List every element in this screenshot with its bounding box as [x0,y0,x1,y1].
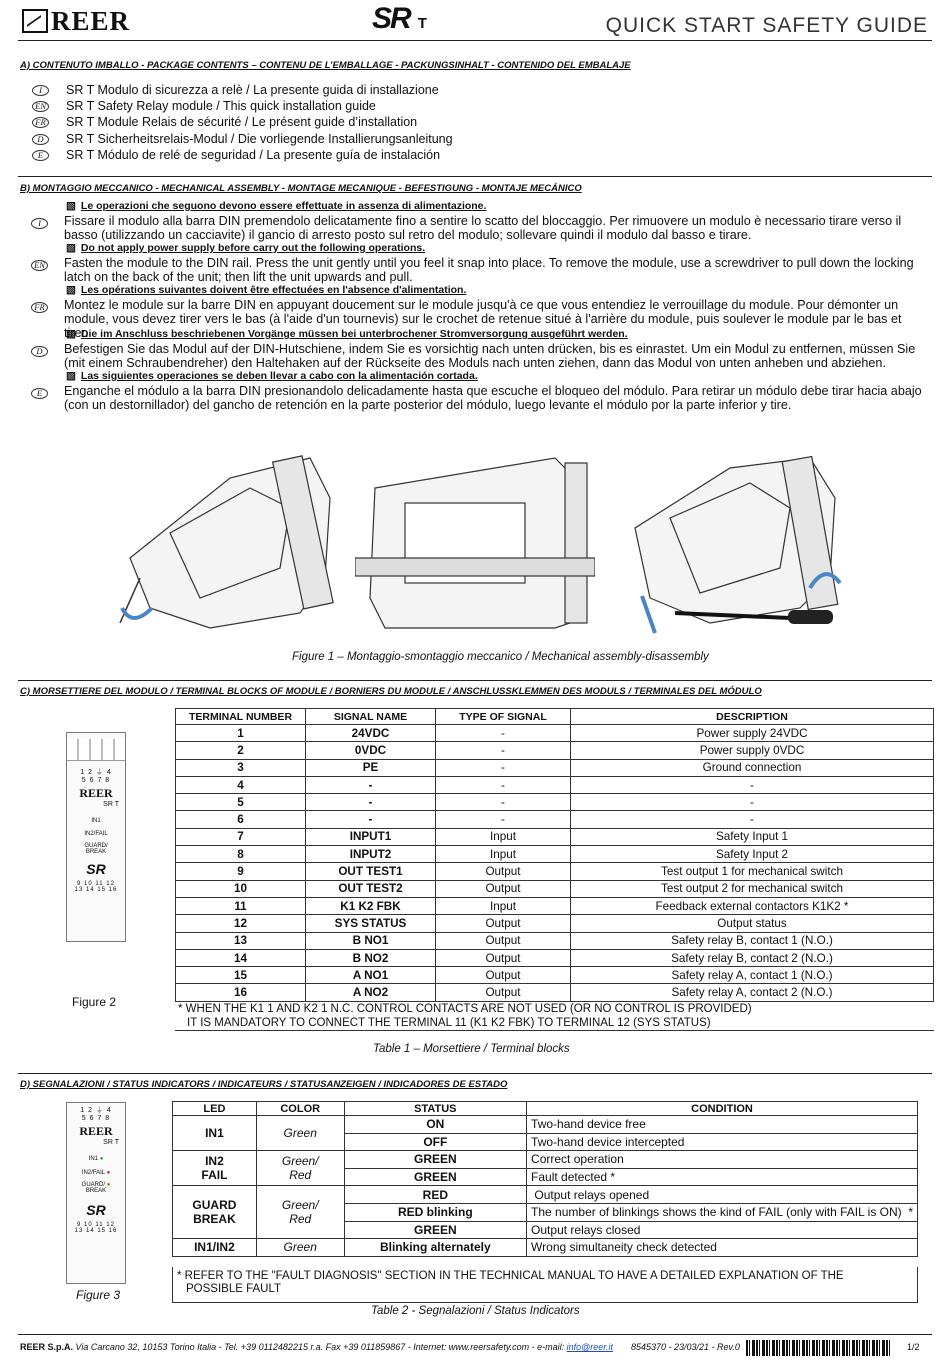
status-cell: OFF [344,1133,526,1151]
warning-note: ▧ Die im Anschluss beschriebenen Vorgänge müssen bei unterbrochener Stromversorgung ausgeführt werden. [66,328,628,340]
signal-type-cell: - [436,742,571,759]
signal-name-cell: OUT TEST1 [306,863,436,880]
description-cell: Output status [571,915,934,932]
table-row [176,811,934,828]
condition-cell: Output relays opened [527,1186,918,1204]
signal-type-cell: - [436,811,571,828]
description-cell: Power supply 0VDC [571,742,934,759]
signal-type-cell: Output [436,967,571,984]
description-cell: - [571,776,934,793]
description-cell: Safety relay B, contact 1 (N.O.) [571,932,934,949]
section-divider [18,176,932,177]
barcode [746,1340,892,1356]
figure1-mounted-illustration [355,448,595,638]
terminal-number-cell: 15 [176,967,306,984]
terminal-numbers-top-2: 5 6 7 8 [81,1115,111,1122]
table-row [176,967,934,984]
description-cell: Test output 1 for mechanical switch [571,863,934,880]
footer-text: REER S.p.A. Via Carcano 32, 10153 Torino Italia - Tel. +39 0112482215 r.a. Fax +39 011859867 - Internet: www.reersafety.com - e-mail: info@reer.it 8545370 - 23/03/21 - Rev.0 [20,1342,740,1352]
figure2-label: Figure 2 [72,995,117,1009]
module-sr-logo: SR [86,861,106,877]
description-cell: Safety relay B, contact 2 (N.O.) [571,949,934,966]
module-brand: REER [79,786,113,800]
page-title: QUICK START SAFETY GUIDE [605,14,928,37]
reer-logo: REER [22,6,130,37]
figure1-dismount-illustration [620,438,850,638]
section-divider [18,1073,932,1074]
language-flag-icon: I [32,85,49,96]
col-status: STATUS [344,1102,526,1116]
terminal-number-cell: 7 [176,828,306,845]
language-flag-icon: EN [31,260,48,271]
signal-type-cell: Output [436,880,571,897]
terminal-numbers-top-2: 5 6 7 8 [81,777,111,784]
signal-name-cell: B NO1 [306,932,436,949]
section-d-title: D) SEGNALAZIONI / STATUS INDICATORS / INDICATEURS / STATUSANZEIGEN / INDICADORES DE ESTADO [20,1079,508,1090]
terminal-note-2: IT IS MANDATORY TO CONNECT THE TERMINAL 11 (K1 K2 FBK) TO TERMINAL 12 (SYS STATUS) [187,1017,711,1029]
terminal-number-cell: 13 [176,932,306,949]
signal-name-cell: INPUT1 [306,828,436,845]
table-row [176,776,934,793]
status-cell: GREEN [344,1221,526,1239]
table-row [176,828,934,845]
terminal-numbers-bottom: 9 10 11 12 [77,1222,115,1228]
language-flag-icon: E [31,388,48,399]
col-signal-name: SIGNAL NAME [306,709,436,725]
language-flag-icon: FR [31,302,48,313]
module-sr-logo: SR [86,1202,106,1218]
language-flag-icon: D [31,346,48,357]
terminal-number-cell: 4 [176,776,306,793]
table-row [176,880,934,897]
terminal-number-cell: 1 [176,725,306,742]
signal-name-cell: A NO2 [306,984,436,1001]
terminal-number-cell: 14 [176,949,306,966]
status-table-header [173,1102,918,1116]
signal-name-cell: PE [306,759,436,776]
module-model: SR T [103,1139,119,1146]
terminal-number-cell: 10 [176,880,306,897]
terminal-numbers-bottom-2: 13 14 15 16 [74,887,118,893]
terminal-numbers-bottom-2: 13 14 15 16 [74,1228,118,1234]
signal-name-cell: OUT TEST2 [306,880,436,897]
condition-cell: Output relays closed [527,1221,918,1239]
language-flag-icon: FR [32,117,49,128]
module-model: SR T [103,801,119,808]
package-item-text: SR T Safety Relay module / This quick installation guide [66,99,376,114]
condition-cell: Two-hand device free [527,1116,918,1134]
col-terminal-number: TERMINAL NUMBER [176,709,306,725]
terminal-number-cell: 16 [176,984,306,1001]
table1-caption: Table 1 – Morsettiere / Terminal blocks [373,1043,570,1055]
table-row [176,897,934,914]
table2-caption: Table 2 - Segnalazioni / Status Indicators [371,1305,580,1317]
led-break-label: BREAK [85,1188,107,1194]
assembly-paragraph: Befestigen Sie das Modul auf der DIN-Hutschiene, indem Sie es vorsichtig nach unten drücken, bis es einrastet. Um ein Modul zu entfernen, müssen Sie (mit einem Schraubendreher) den Haltehaken auf der Rückseite des Moduls nach unten ziehen, dann das Modul von unten anheben und abziehen. [64,342,916,370]
led-break-label: BREAK [85,849,107,855]
assembly-paragraph: Fasten the module to the DIN rail. Press the unit gently until you feel it snap into place. To remove the module, use a screwdriver to pull down the locking latch on the back of the unit; then lift the unit upwards and pull. [64,256,914,284]
reer-logo-icon [22,9,48,33]
table-row [176,915,934,932]
header-divider [18,40,932,41]
signal-name-cell: SYS STATUS [306,915,436,932]
col-condition: CONDITION [527,1102,918,1116]
table-row [176,846,934,863]
warning-note: ▧ Las siguientes operaciones se deben llevar a cabo con la alimentación cortada. [66,370,478,382]
col-description: DESCRIPTION [571,709,934,725]
terminal-number-cell: 6 [176,811,306,828]
led-cell: IN1 [173,1116,257,1151]
signal-type-cell: - [436,725,571,742]
product-logo: SR T [372,2,427,35]
status-note-1: * REFER TO THE "FAULT DIAGNOSIS" SECTION IN THE TECHNICAL MANUAL TO HAVE A DETAILED EXPLANATION OF THE [177,1270,844,1282]
footer-divider [18,1334,932,1335]
signal-type-cell: Output [436,984,571,1001]
footer-email-link[interactable]: info@reer.it [566,1342,613,1352]
led-red-icon: ● [106,1170,111,1176]
signal-name-cell: K1 K2 FBK [306,897,436,914]
terminal-number-cell: 9 [176,863,306,880]
color-cell: Green/ Red [256,1151,344,1186]
status-cell: RED [344,1186,526,1204]
signal-name-cell: - [306,776,436,793]
terminal-table [175,708,934,1002]
status-cell: GREEN [344,1168,526,1186]
signal-type-cell: - [436,759,571,776]
section-divider [18,680,932,681]
description-cell: - [571,794,934,811]
language-flag-icon: I [31,218,48,229]
terminal-number-cell: 3 [176,759,306,776]
table-row [176,863,934,880]
assembly-paragraph: Montez le module sur la barre DIN en appuyant doucement sur le module jusqu'à ce que vous entendiez le verrouillage du module. Pour démonter un module, vous devez tirer vers le bas (à l'aide d'un tournevis) sur le crochet de retenue situé à l'arrière du module, puis soulever le module par le bas et tirer. [64,298,902,340]
language-flag-icon: D [32,134,49,145]
table-row [176,742,934,759]
status-cell: GREEN [344,1151,526,1169]
description-cell: Safety relay A, contact 1 (N.O.) [571,967,934,984]
color-cell: Green/ Red [256,1186,344,1239]
module-front-figure2 [66,732,126,942]
signal-name-cell: 24VDC [306,725,436,742]
description-cell: Feedback external contactors K1K2 * [571,897,934,914]
terminal-number-cell: 5 [176,794,306,811]
terminal-number-cell: 12 [176,915,306,932]
status-cell: Blinking alternately [344,1239,526,1257]
terminal-block-top [67,739,125,761]
status-cell: RED blinking [344,1203,526,1221]
condition-cell: Wrong simultaneity check detected [527,1239,918,1257]
warning-note: ▧ Les opérations suivantes doivent être effectuées en l'absence d'alimentation. [66,284,466,296]
signal-type-cell: Output [436,932,571,949]
figure3-label: Figure 3 [76,1288,121,1302]
condition-cell: Correct operation [527,1151,918,1169]
terminal-numbers-top: 1 2 ⏚ 4 [80,1107,112,1114]
package-item-text: SR T Module Relais de sécurité / Le présent guide d’installation [66,115,418,130]
section-c-title: C) MORSETTIERE DEL MODULO / TERMINAL BLOCKS OF MODULE / BORNIERS DU MODULE / ANSCHLUSSKLEMMEN DES MODULS / TERMINALES DEL MÓDULO [20,686,762,697]
condition-cell: Two-hand device intercepted [527,1133,918,1151]
color-cell: Green [256,1116,344,1151]
section-a-title: A) CONTENUTO IMBALLO - PACKAGE CONTENTS – CONTENU DE L’EMBALLAGE - PACKUNGSINHALT - CONTENIDO DEL EMBALAJE [20,60,631,71]
signal-type-cell: Output [436,863,571,880]
description-cell: Test output 2 for mechanical switch [571,880,934,897]
table-row [176,949,934,966]
status-note-box [172,1267,918,1303]
status-table [172,1101,918,1257]
section-b-title: B) MONTAGGIO MECCANICO - MECHANICAL ASSEMBLY - MONTAGE MECANIQUE - BEFESTIGUNG - MONTAJE MECÁNICO [20,183,582,194]
table-row [173,1186,918,1204]
col-led: LED [173,1102,257,1116]
signal-type-cell: - [436,794,571,811]
table-row [176,932,934,949]
terminal-numbers-top: 1 2 ⏚ 4 [80,769,112,776]
signal-type-cell: Output [436,949,571,966]
led-cell: GUARD BREAK [173,1186,257,1239]
table-row [173,1239,918,1257]
module-brand: REER [79,1124,113,1138]
table-row [173,1116,918,1134]
description-cell: Safety Input 1 [571,828,934,845]
terminal-number-cell: 8 [176,846,306,863]
signal-name-cell: INPUT2 [306,846,436,863]
figure1-caption: Figure 1 – Montaggio-smontaggio meccanico / Mechanical assembly-disassembly [292,651,709,663]
signal-name-cell: - [306,811,436,828]
led-green-icon: ● [99,1156,104,1162]
signal-name-cell: A NO1 [306,967,436,984]
signal-type-cell: Input [436,828,571,845]
description-cell: Safety Input 2 [571,846,934,863]
module-front-figure3 [66,1102,126,1284]
table-row [176,984,934,1001]
table-row [176,794,934,811]
led-bicolor-icon: ● [106,1182,111,1188]
terminal-number-cell: 11 [176,897,306,914]
assembly-paragraph: Enganche el módulo a la barra DIN presionandolo delicadamente hasta que escuche el bloqueo del módulo. Para retirar un módulo debe tirar hacia abajo (con un destornillador) del gancho de retención en la parte posterior del módulo, luego levante el módulo por la parte inferior y tire. [64,384,922,412]
description-cell: Ground connection [571,759,934,776]
led-guard-label: GUARD/ ● [81,1182,111,1188]
warning-note: ▧ Do not apply power supply before carry out the following operations. [66,242,425,254]
status-note-2: POSSIBLE FAULT [186,1283,282,1295]
led-guard-label: GUARD/ [84,843,108,849]
signal-name-cell: 0VDC [306,742,436,759]
language-flag-icon: EN [32,101,49,112]
led-cell: IN2 FAIL [173,1151,257,1186]
signal-type-cell: Input [436,897,571,914]
package-item-text: SR T Módulo de relé de seguridad / La presente guía de instalación [66,147,441,162]
terminal-note-border [175,1030,934,1031]
language-flag-icon: E [32,150,49,161]
color-cell: Green [256,1239,344,1257]
condition-cell: Fault detected * [527,1168,918,1186]
terminal-table-header [176,709,934,725]
terminal-number-cell: 2 [176,742,306,759]
led-in2-label: IN2/FAIL [84,831,108,837]
led-in1-label: IN1 ● [88,1156,104,1162]
signal-type-cell: Input [436,846,571,863]
description-cell: Safety relay A, contact 2 (N.O.) [571,984,934,1001]
condition-cell: The number of blinkings shows the kind of FAIL (only with FAIL is ON) * [527,1203,918,1221]
col-type-of-signal: TYPE OF SIGNAL [436,709,571,725]
figure1-mount-illustration [110,438,340,638]
warning-note: ▧ Le operazioni che seguono devono essere effettuate in assenza di alimentazione. [66,200,486,212]
signal-name-cell: B NO2 [306,949,436,966]
led-in2-label: IN2/FAIL ● [81,1170,111,1176]
terminal-numbers-bottom: 9 10 11 12 [77,881,115,887]
signal-name-cell: - [306,794,436,811]
package-item-text: SR T Sicherheitsrelais-Modul / Die vorliegende Installierungsanleitung [66,131,453,146]
assembly-paragraph: Fissare il modulo alla barra DIN premendolo delicatamente fino a sentire lo scatto del bloccaggio. Per rimuovere un modulo è necessario tirare verso il basso (utilizzando un cacciavite) il gancio di arresto posto sul retro del modulo; sollevare quindi il modulo dal basso e tirare. [64,214,902,242]
status-cell: ON [344,1116,526,1134]
terminal-note-1: * WHEN THE K1 1 AND K2 1 N.C. CONTROL CONTACTS ARE NOT USED (OR NO CONTROL IS PROVIDED) [178,1003,752,1015]
led-cell: IN1/IN2 [173,1239,257,1257]
package-item-text: SR T Modulo di sicurezza a relè / La presente guida di installazione [66,83,439,97]
description-cell: Power supply 24VDC [571,725,934,742]
led-in1-label: IN1 [91,818,101,824]
signal-type-cell: - [436,776,571,793]
table-row [173,1151,918,1169]
page-number: 1/2 [907,1342,920,1352]
signal-type-cell: Output [436,915,571,932]
table-row [176,725,934,742]
col-color: COLOR [256,1102,344,1116]
description-cell: - [571,811,934,828]
table-row [176,759,934,776]
